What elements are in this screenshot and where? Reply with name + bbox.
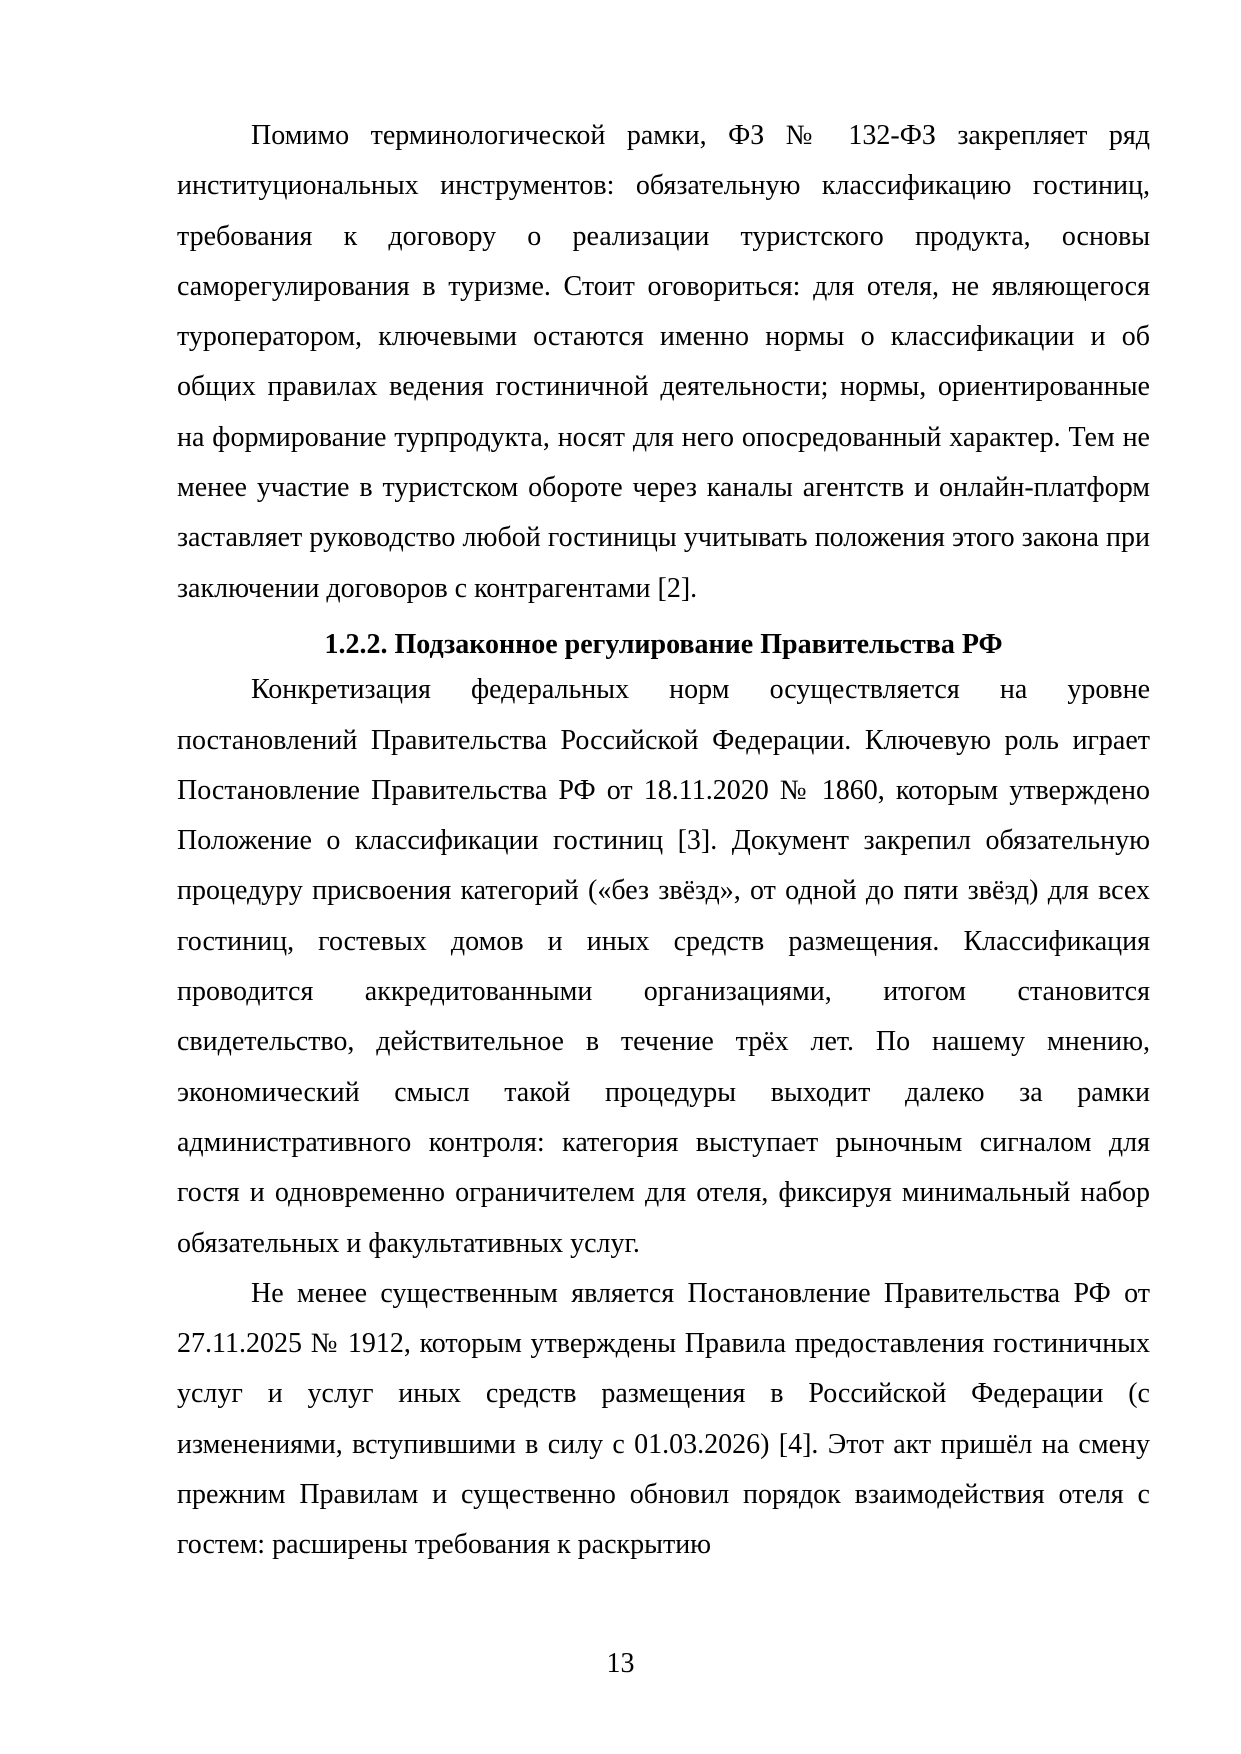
page-number: 13 xyxy=(606,1648,635,1679)
paragraph-hotel-service-rules: Не менее существенным является Постановление Правительства РФ от 27.11.2025 № 1912, которым утверждены Правила предоставления гостиничных услуг и услуг иных средств размещения в Российской Федерации (с изменениями, вступившими в силу с 01.03.2026) [4]. Этот акт пришёл на смену прежним Правилам и существенно обновил порядок взаимодействия отеля с гостем: расширены требования к раскрытию xyxy=(177,1277,1150,1561)
paragraph-terminology-framework: Помимо терминологической рамки, ФЗ № 132-ФЗ закрепляет ряд институциональных инструментов: обязательную классификацию гостиниц, требования к договору о реализации туристского продукта, основы саморегулирования в туризме. Стоит оговориться: для отеля, не являющегося туроператором, ключевыми остаются именно нормы о классификации и об общих правилах ведения гостиничной деятельности; нормы, ориентированные на формирование турпродукта, носят для него опосредованный характер. Тем не менее участие в туристском обороте через каналы агентств и онлайн-платформ заставляет руководство любой гостиницы учитывать положения этого закона при заключении договоров с контрагентами [2]. xyxy=(177,120,1150,604)
paragraph-hotel-classification: Конкретизация федеральных норм осуществляется на уровне постановлений Правительства Российской Федерации. Ключевую роль играет Постановление Правительства РФ от 18.11.2020 № 1860, которым утверждено Положение о классификации гостиниц [3]. Документ закрепил обязательную процедуру присвоения категорий («без звёзд», от одной до пяти звёзд) для всех гостиниц, гостевых домов и иных средств размещения. Классификация проводится аккредитованными организациями, итогом становится свидетельство, действительное в течение трёх лет. По нашему мнению, экономический смысл такой процедуры выходит далеко за рамки административного контроля: категория выступает рыночным сигналом для гостя и одновременно ограничителем для отеля, фиксируя минимальный набор обязательных и факультативных услуг. xyxy=(177,674,1150,1259)
section-heading: 1.2.2. Подзаконное регулирование Правительства РФ xyxy=(324,628,1003,660)
page-body xyxy=(177,111,1150,1571)
